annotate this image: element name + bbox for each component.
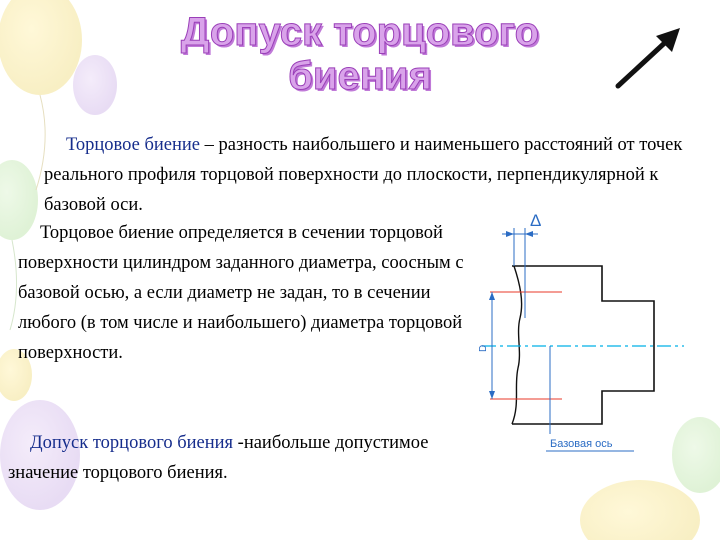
paragraph-runout-measurement xyxy=(18,218,483,368)
paragraph-runout-tolerance xyxy=(8,428,478,488)
diameter-label: D xyxy=(478,344,489,352)
runout-tolerance-text: -наибольше допустимое значение торцового биения. xyxy=(8,433,429,483)
part-outline xyxy=(512,266,654,424)
term-runout-tolerance: Допуск торцового биения xyxy=(30,433,234,453)
real-profile-line xyxy=(512,266,522,424)
runout-definition-text: – разность наибольшего и наименьшего расстояний от точек реального профиля торцовой поверхности до плоскости, перпендикулярной к базовой оси. xyxy=(44,135,683,215)
title-line-1: Допуск торцового xyxy=(180,10,540,54)
term-runout: Торцовое биение xyxy=(66,135,201,155)
delta-label: Δ xyxy=(530,211,542,230)
arrow-up-right-icon xyxy=(612,26,684,94)
slide-title xyxy=(110,10,610,98)
runout-drawing xyxy=(478,206,700,456)
base-axis-label: Базовая ось xyxy=(550,438,613,450)
title-line-2: биения xyxy=(288,54,432,98)
runout-measurement-text: Торцовое биение определяется в сечении торцовой поверхности цилиндром заданного диаметра, соосным с базовой осью, а если диаметр не задан, то в сечении любого (в том числе и наибольшего) диаметра торцовой поверхности. xyxy=(18,223,464,363)
